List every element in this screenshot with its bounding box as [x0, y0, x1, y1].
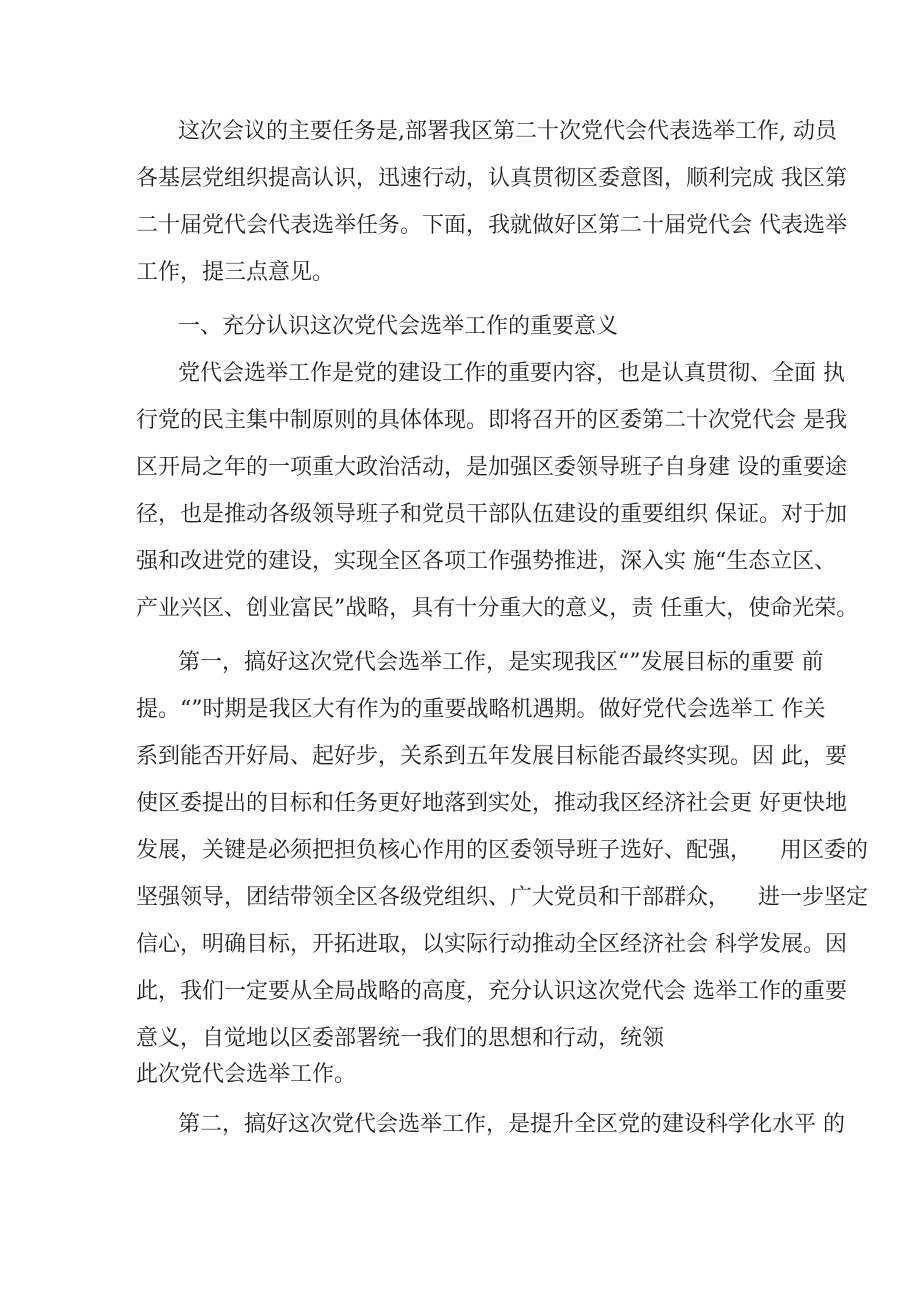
paragraph-3-line-2: 提。“”时期是我区大有作为的重要战略机遇期。做好党代会选举工 作关 — [136, 697, 826, 722]
paragraph-1-line-1: 这次会议的主要任务是,部署我区第二十次党代会代表选举工作, 动员 — [178, 119, 837, 144]
paragraph-3-line-4: 使区委提出的目标和任务更好地落到实处，推动我区经济社会更 好更快地 — [136, 791, 847, 816]
paragraph-3-line-1: 第一，搞好这次党代会选举工作，是实现我区“”发展目标的重要 前 — [178, 650, 824, 675]
paragraph-3-line-7: 信心，明确目标，开拓进取，以实际行动推动全区经济社会 科学发展。因 — [136, 932, 847, 957]
paragraph-2-line-5: 强和改进党的建设，实现全区各项工作强势推进，深入实 施“生态立区、 — [136, 549, 837, 574]
paragraph-1-line-3: 二十届党代会代表选举任务。下面，我就做好区第二十届党代会 代表选举 — [136, 213, 847, 238]
paragraph-3-line-6: 坚强领导，团结带领全区各级党组织、广大党员和干部群众， 进一步坚定 — [136, 885, 868, 910]
paragraph-2-line-3: 区开局之年的一项重大政治活动，是加强区委领导班子自身建 设的重要途 — [136, 455, 847, 480]
section-heading-1: 一、充分认识这次党代会选举工作的重要意义 — [178, 314, 619, 339]
paragraph-3-line-9: 意义，自觉地以区委部署统一我们的思想和行动，统领 — [136, 1026, 665, 1051]
paragraph-3-line-8: 此，我们一定要从全局战略的高度，充分认识这次党代会 选举工作的重要 — [136, 979, 847, 1004]
paragraph-2-line-1: 党代会选举工作是党的建设工作的重要内容，也是认真贯彻、全面 执 — [178, 361, 845, 386]
paragraph-2-line-2: 行党的民主集中制原则的具体体现。即将召开的区委第二十次党代会 是我 — [136, 408, 847, 433]
paragraph-2-line-6: 产业兴区、创业富民”战略，具有十分重大的意义，责 任重大，使命光荣。 — [136, 596, 859, 621]
paragraph-3-line-10: 此次党代会选举工作。 — [136, 1062, 357, 1087]
paragraph-4-line-1: 第二，搞好这次党代会选举工作，是提升全区党的建设科学化水平 的 — [178, 1112, 845, 1137]
paragraph-3-line-3: 系到能否开好局、起好步，关系到五年发展目标能否最终实现。因 此，要 — [136, 744, 847, 769]
paragraph-1-line-4: 工作，提三点意见。 — [136, 260, 335, 285]
paragraph-2-line-4: 径，也是推动各级领导班子和党员干部队伍建设的重要组织 保证。对于加 — [136, 502, 847, 527]
paragraph-3-line-5: 发展，关键是必须把担负核心作用的区委领导班子选好、配强， 用区委的 — [136, 838, 868, 863]
paragraph-1-line-2: 各基层党组织提高认识，迅速行动，认真贯彻区委意图，顺利完成 我区第 — [136, 166, 847, 191]
